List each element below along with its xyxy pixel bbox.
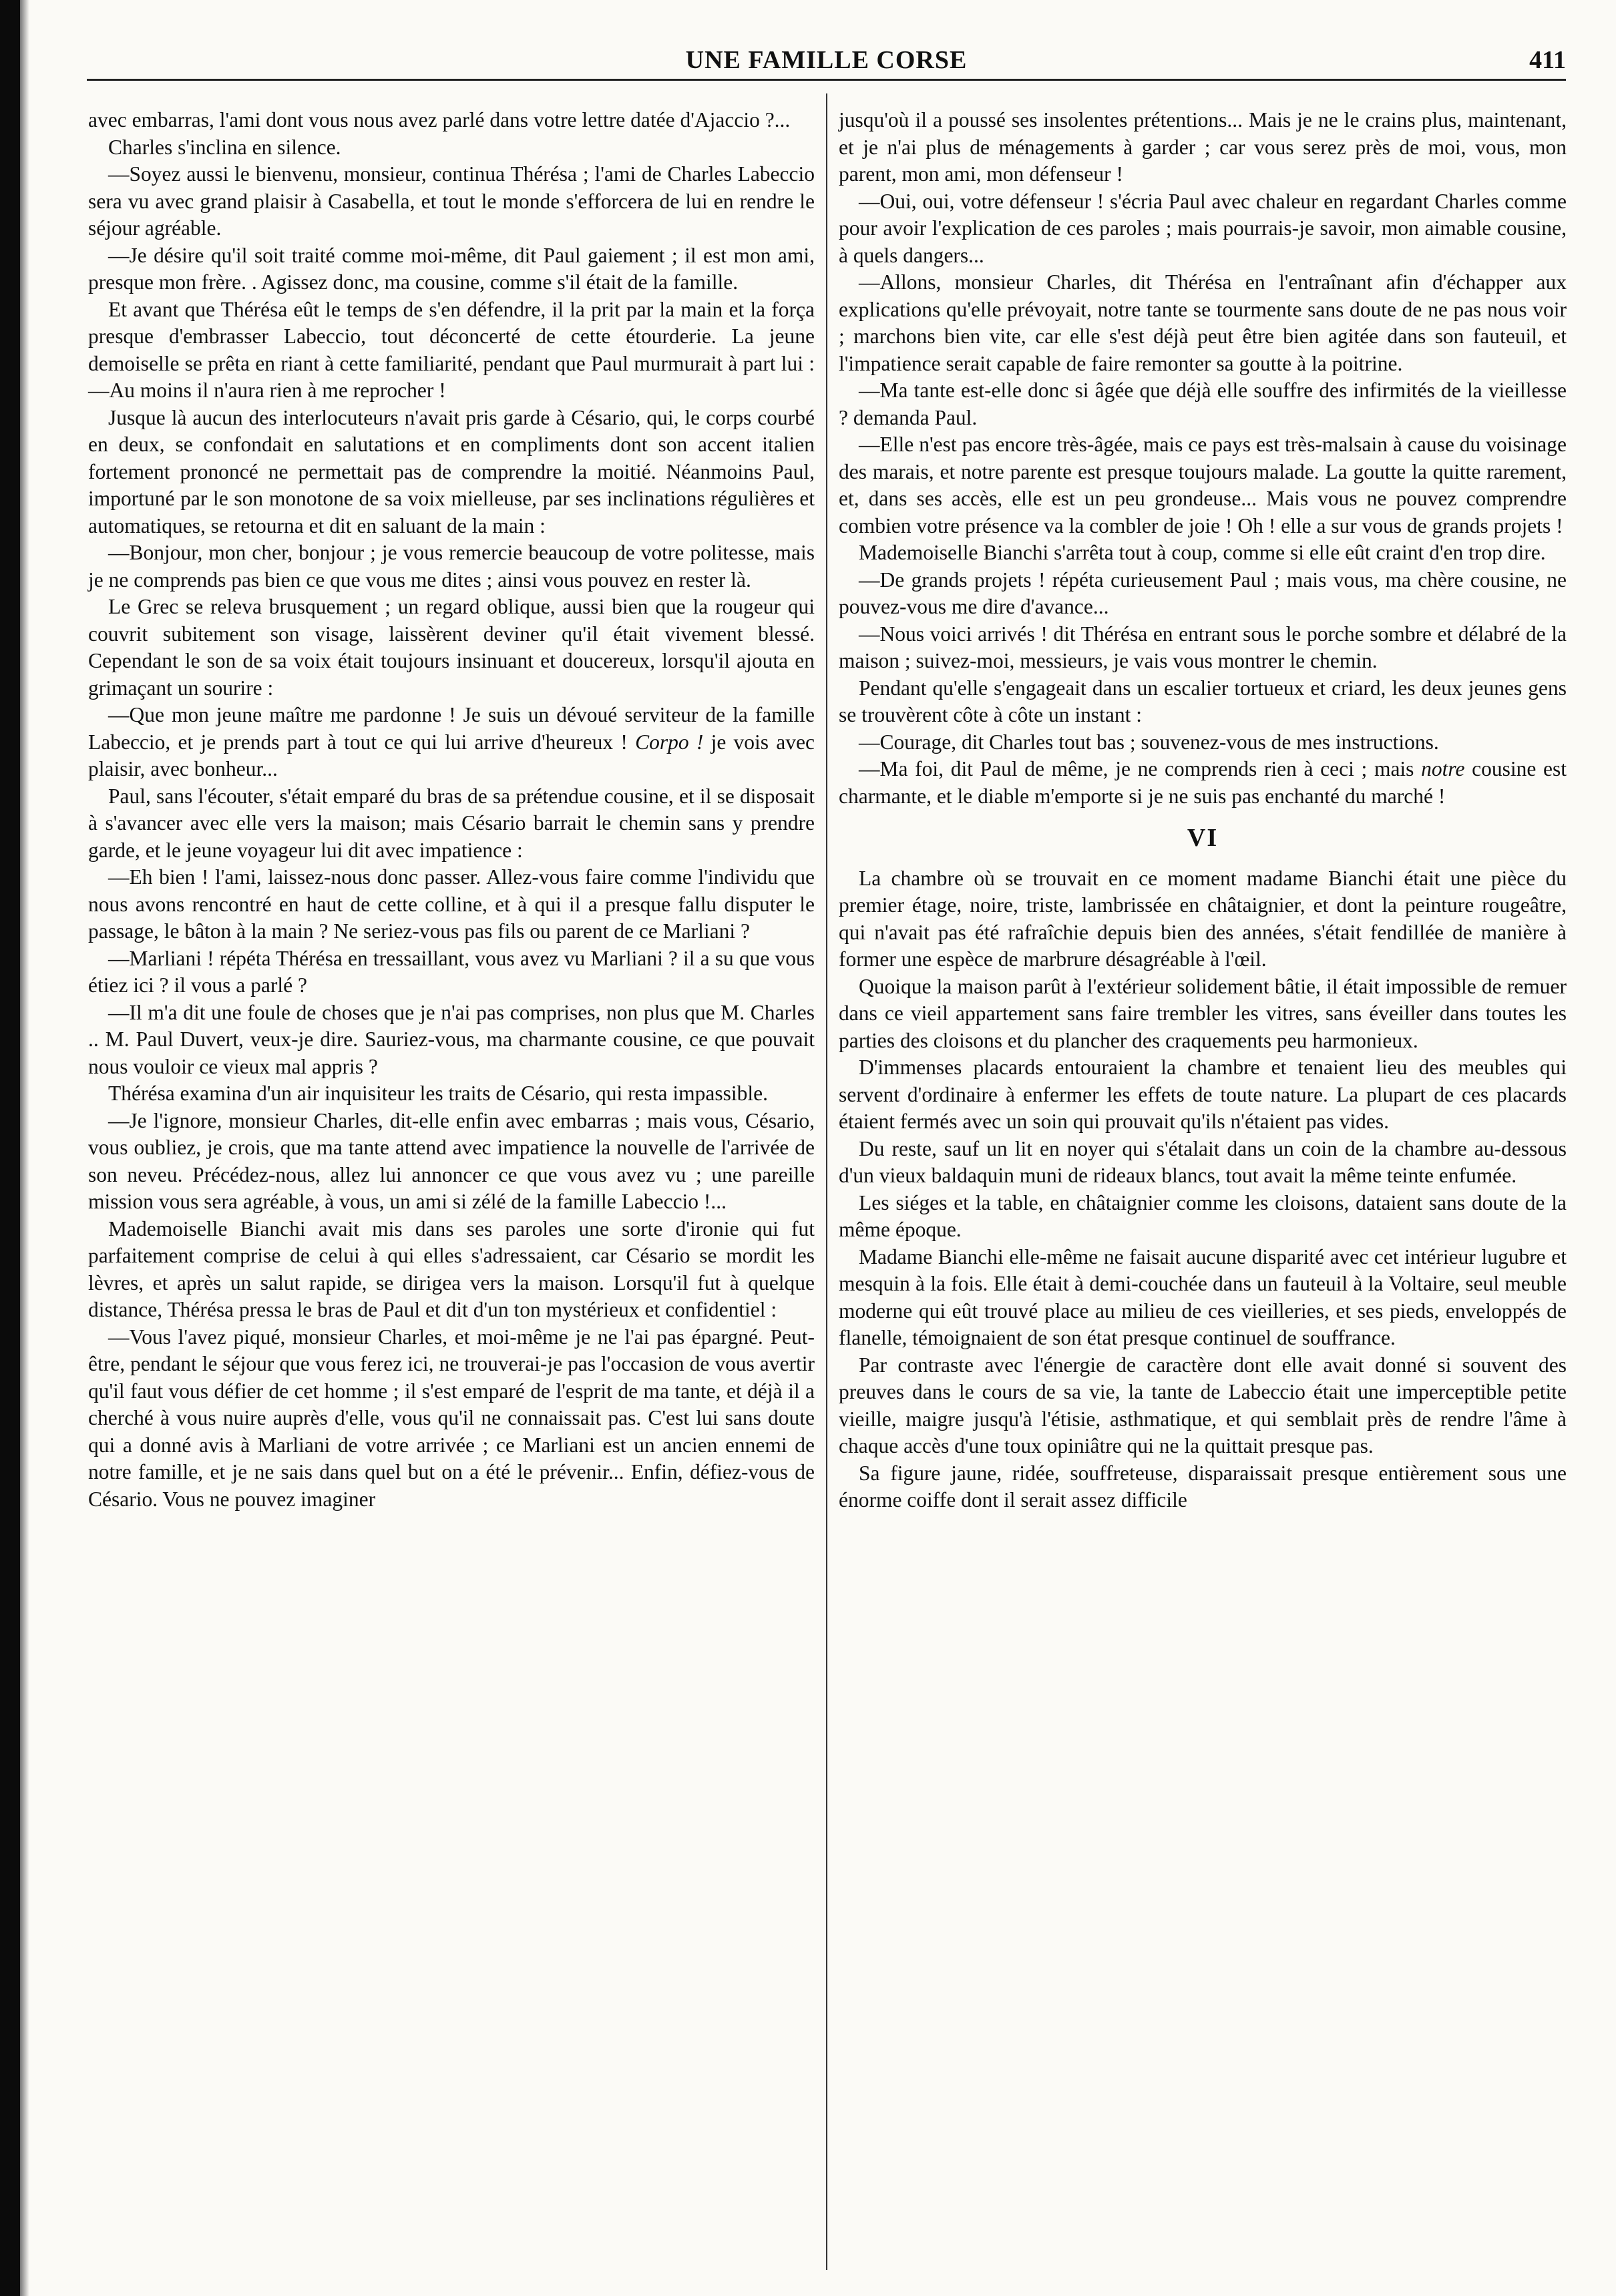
- header-rule: [87, 79, 1566, 81]
- paragraph: —Je désire qu'il soit traité comme moi-même, dit Paul gaiement ; il est mon ami, presque mon frère. . Agissez donc, ma cousine, comme s'il était de la famille.: [88, 243, 815, 294]
- paragraph: —Que mon jeune maître me pardonne ! Je suis un dévoué serviteur de la famille Labeccio, et je prends part à tout ce qui lui arrive d'heureux ! Corpo ! je vois avec plaisir, avec bonheur...: [88, 703, 815, 780]
- paragraph: Sa figure jaune, ridée, souffreteuse, disparaissait presque entièrement sous une énorme coiffe dont il serait assez difficile: [839, 1461, 1567, 1512]
- paragraph: —Soyez aussi le bienvenu, monsieur, continua Thérésa ; l'ami de Charles Labeccio sera vu avec grand plaisir à Casabella, et tout le monde s'efforcera de lui en rendre le séjour agréable.: [88, 162, 815, 240]
- paragraph: Pendant qu'elle s'engageait dans un escalier tortueux et criard, les deux jeunes gens se trouvèrent côte à côte un instant :: [839, 676, 1567, 726]
- running-title: UNE FAMILLE CORSE: [685, 46, 968, 74]
- paragraph: —Allons, monsieur Charles, dit Thérésa en l'entraînant afin d'échapper aux explications qu'elle prévoyait, notre tante se tourmente sans doute de ne pas nous voir ; marchons bien vite, car elle s'est déjà peut être bien agitée dans son fauteuil, et l'impatience serait capable de faire remonter sa goutte à la poitrine.: [839, 270, 1567, 375]
- paragraph: Le Grec se releva brusquement ; un regard oblique, aussi bien que la rougeur qui couvrit subitement son visage, laissèrent deviner qu'il était vivement blessé. Cependant le son de sa voix était toujours insinuant et doucereux, lorsqu'il ajouta en grimaçant un sourire :: [88, 595, 815, 700]
- paragraph: —De grands projets ! répéta curieusement Paul ; mais vous, ma chère cousine, ne pouvez-vous me dire d'avance...: [839, 567, 1567, 618]
- paragraph: Paul, sans l'écouter, s'était emparé du bras de sa prétendue cousine, et il se disposait à s'avancer avec elle vers la maison; mais Césario barrait le chemin sans y prendre garde, et le jeune voyageur lui dit avec impatience :: [88, 784, 815, 862]
- paragraph: Thérésa examina d'un air inquisiteur les traits de Césario, qui resta impassible.: [108, 1082, 769, 1105]
- paragraph: Jusque là aucun des interlocuteurs n'avait pris garde à Césario, qui, le corps courbé en deux, se confondait en salutations et en compliments dont son accent italien fortement prononcé ne permettait pas de comprendre la moitié. Néanmoins Paul, importuné par le son monotone de sa voix mielleuse, par ses inclinations régulières et automatiques, se retourna et dit en saluant de la main :: [88, 405, 815, 537]
- right-column: [839, 107, 1567, 1514]
- paragraph: —Il m'a dit une foule de choses que je n'ai pas comprises, non plus que M. Charles .. M. Paul Duvert, veux-je dire. Sauriez-vous, ma charmante cousine, ce que pouvait nous vouloir ce vieux mal appris ?: [88, 1000, 815, 1078]
- paragraph: jusqu'où il a poussé ses insolentes prétentions... Mais je ne le crains plus, maintenant, et je n'ai plus de ménagements à garder ; car vous serez près de moi, vous, mon parent, mon ami, mon défenseur !: [839, 108, 1567, 186]
- paragraph: Du reste, sauf un lit en noyer qui s'étalait dans un coin de la chambre au-dessous d'un vieux baldaquin muni de rideaux blancs, tout avait la même teinte enfumée.: [839, 1136, 1567, 1187]
- chapter-heading: VI: [1187, 824, 1219, 852]
- paragraph: Mademoiselle Bianchi s'arrêta tout à coup, comme si elle eût craint d'en trop dire.: [859, 541, 1546, 564]
- paragraph: Par contraste avec l'énergie de caractère dont elle avait donné si souvent des preuves dans le cours de sa vie, la tante de Labeccio était une imperceptible petite vieille, maigre jusqu'à l'étisie, asthmatique, et qui semblait près de rendre l'âme à chaque accès d'une toux opiniâtre qui ne la quittait presque pas.: [839, 1353, 1567, 1457]
- book-binding-edge: [0, 0, 20, 2296]
- paragraph: —Eh bien ! l'ami, laissez-nous donc passer. Allez-vous faire comme l'individu que nous avons rencontré en haut de cette colline, et à qui il a presque fallu disputer le passage, le bâton à la main ? Ne seriez-vous pas fils ou parent de ce Marliani ?: [88, 865, 815, 943]
- italic-word: notre: [1421, 757, 1465, 780]
- italic-word: Corpo !: [635, 730, 704, 754]
- paragraph: D'immenses placards entouraient la chambre et tenaient lieu des meubles qui servent d'ordinaire à enfermer les effets de toute nature. La plupart de ces placards étaient fermés avec un soin qui prouvait qu'ils n'étaient pas vides.: [839, 1056, 1567, 1133]
- paragraph: —Elle n'est pas encore très-âgée, mais ce pays est très-malsain à cause du voisinage des marais, et notre parente est presque toujours malade. La goutte la quitte rarement, et, dans ses accès, elle est un peu grondeuse... Mais vous ne pouvez comprendre combien votre présence va la combler de joie ! Oh ! elle a sur vous de grands projets !: [839, 433, 1567, 537]
- left-column: [88, 107, 815, 1513]
- paragraph: —Ma tante est-elle donc si âgée que déjà elle souffre des infirmités de la vieillesse ? demanda Paul.: [839, 379, 1567, 429]
- paragraph: —Ma foi, dit Paul de même, je ne comprends rien à ceci ; mais notre cousine est charmante, et le diable m'emporte si je ne suis pas enchanté du marché !: [839, 757, 1567, 808]
- page-number: 411: [1529, 46, 1566, 74]
- column-divider: [826, 93, 827, 2270]
- paragraph: —Courage, dit Charles tout bas ; souvenez-vous de mes instructions.: [859, 730, 1439, 754]
- binding-shadow: [20, 0, 29, 2296]
- paragraph: avec embarras, l'ami dont vous nous avez parlé dans votre lettre datée d'Ajaccio ?...: [88, 108, 791, 132]
- paragraph: —Oui, oui, votre défenseur ! s'écria Paul avec chaleur en regardant Charles comme pour avoir l'explication de ces paroles ; mais pourrais-je savoir, mon aimable cousine, à quels dangers...: [839, 189, 1567, 267]
- paragraph: —Marliani ! répéta Thérésa en tressaillant, vous avez vu Marliani ? il a su que vous étiez ici ? il vous a parlé ?: [88, 946, 815, 997]
- paragraph: La chambre où se trouvait en ce moment madame Bianchi était une pièce du premier étage, noire, triste, lambrissée en châtaignier, et dont la peinture rougeâtre, qui n'avait pas été rafraîchie depuis bien des années, s'était fendillée de manière à former une espèce de marbrure désagréable à l'œil.: [839, 866, 1567, 971]
- paragraph: —Nous voici arrivés ! dit Thérésa en entrant sous le porche sombre et délabré de la maison ; suivez-moi, messieurs, je vais vous montrer le chemin.: [839, 622, 1567, 672]
- paragraph: Et avant que Thérésa eût le temps de s'en défendre, il la prit par la main et la força presque d'embrasser Labeccio, tout déconcerté de cette étourderie. La jeune demoiselle se prêta en riant à cette familiarité, pendant que Paul murmurait à part lui :—Au moins il n'aura rien à me reprocher !: [88, 297, 815, 402]
- paragraph: —Vous l'avez piqué, monsieur Charles, et moi-même je ne l'ai pas épargné. Peut-être, pendant le séjour que vous ferez ici, ne trouverai-je pas l'occasion de vous avertir qu'il faut vous défier de cet homme ; il s'est emparé de l'esprit de ma tante, et déjà il a cherché à vous nuire auprès d'elle, vous qu'il ne connaissait pas. C'est lui sans doute qui a donné avis à Marliani de votre arrivée ; ce Marliani est un ancien ennemi de notre famille, et je ne sais dans quel but on a été le prévenir... Enfin, défiez-vous de Césario. Vous ne pouvez imaginer: [88, 1325, 815, 1511]
- paragraph: Charles s'inclina en silence.: [108, 135, 341, 159]
- paragraph: Madame Bianchi elle-même ne faisait aucune disparité avec cet intérieur lugubre et mesquin à la fois. Elle était à demi-couchée dans un fauteuil à la Voltaire, seul meuble moderne qui eût trouvé place au milieu de ces vieilleries, et ses pieds, enveloppés de flanelle, témoignaient de son état presque continuel de souffrance.: [839, 1244, 1567, 1349]
- paragraph: —Je l'ignore, monsieur Charles, dit-elle enfin avec embarras ; mais vous, Césario, vous oubliez, je crois, que ma tante attend avec impatience la nouvelle de l'arrivée de son neveu. Précédez-nous, allez lui annoncer ce que vous avez vu ; une pareille mission vous sera agréable, à vous, un ami si zélé de la famille Labeccio !...: [88, 1108, 815, 1213]
- page-header: [87, 41, 1566, 81]
- paragraph: Quoique la maison parût à l'extérieur solidement bâtie, il était impossible de remuer dans ce vieil appartement sans faire trembler les vitres, sans éveiller dans toutes les parties des cloisons et du plancher des craquements peu harmonieux.: [839, 974, 1567, 1052]
- paragraph: —Bonjour, mon cher, bonjour ; je vous remercie beaucoup de votre politesse, mais je ne comprends pas bien ce que vous me dites ; ainsi vous pouvez en rester là.: [88, 541, 815, 592]
- paragraph: Les siéges et la table, en châtaignier comme les cloisons, dataient sans doute de la même époque.: [839, 1190, 1567, 1241]
- paragraph: Mademoiselle Bianchi avait mis dans ses paroles une sorte d'ironie qui fut parfaitement comprise de celui à qui elles s'adressaient, car Césario se mordit les lèvres, et après un salut rapide, se dirigea vers la maison. Lorsqu'il fut à quelque distance, Thérésa pressa le bras de Paul et dit d'un ton mystérieux et confidentiel :: [88, 1216, 815, 1321]
